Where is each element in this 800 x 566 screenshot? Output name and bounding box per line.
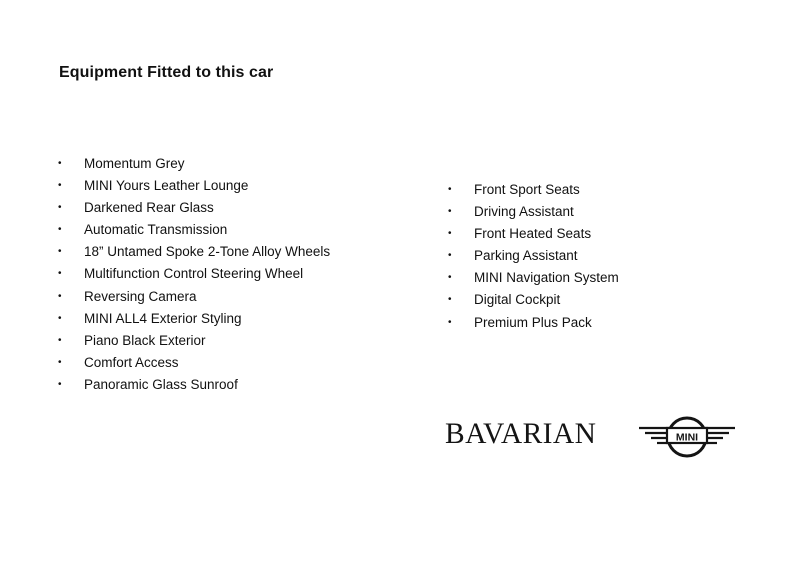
bullet-icon: •: [448, 228, 452, 240]
list-item-label: Panoramic Glass Sunroof: [84, 376, 238, 392]
bullet-icon: •: [448, 184, 452, 195]
mini-logo-icon: [637, 414, 737, 460]
bullet-icon: •: [58, 224, 62, 236]
bullet-icon: •: [448, 272, 452, 284]
list-item: [58, 374, 330, 396]
bullet-icon: •: [58, 378, 62, 390]
list-item: [58, 352, 330, 374]
list-item: [58, 175, 330, 197]
page-title: Equipment Fitted to this car: [59, 64, 274, 81]
list-item-label: Darkened Rear Glass: [84, 200, 214, 216]
list-item-label: Premium Plus Pack: [474, 314, 592, 330]
list-item: [58, 153, 330, 175]
list-item: [448, 289, 619, 311]
list-item-label: Digital Cockpit: [474, 292, 561, 308]
list-item: [448, 223, 619, 245]
bullet-icon: •: [58, 312, 62, 324]
bullet-icon: •: [58, 334, 62, 346]
bullet-icon: •: [58, 268, 62, 280]
list-item-label: Piano Black Exterior: [84, 332, 206, 348]
list-item-label: Momentum Grey: [84, 156, 185, 171]
list-item: [58, 286, 330, 308]
list-item-label: Comfort Access: [84, 354, 179, 370]
dealer-brand: [445, 412, 745, 462]
list-item: [58, 197, 330, 219]
list-item: [448, 201, 619, 223]
list-item: [448, 245, 619, 267]
bullet-icon: •: [58, 246, 62, 258]
list-item-label: Reversing Camera: [84, 288, 197, 304]
dealer-name: BAVARIAN: [445, 418, 597, 450]
bullet-icon: •: [448, 250, 452, 262]
list-item-label: Automatic Transmission: [84, 222, 228, 238]
bullet-icon: •: [58, 202, 62, 214]
mini-logo-text: MINI: [675, 431, 699, 444]
bullet-icon: •: [58, 290, 62, 302]
equipment-list-left: [58, 153, 331, 396]
bullet-icon: •: [58, 356, 62, 368]
bullet-icon: •: [448, 206, 452, 218]
bullet-icon: •: [58, 180, 62, 192]
list-item-label: MINI Yours Leather Lounge: [84, 178, 249, 194]
bullet-icon: •: [448, 294, 452, 306]
list-item-label: 18” Untamed Spoke 2-Tone Alloy Wheels: [84, 244, 331, 260]
list-item: [448, 179, 619, 201]
list-item: [58, 308, 330, 330]
list-item-label: Driving Assistant: [474, 204, 574, 220]
list-item-label: Front Sport Seats: [474, 182, 580, 197]
list-item: [448, 312, 619, 334]
list-item: [58, 241, 331, 263]
list-item-label: MINI ALL4 Exterior Styling: [84, 310, 242, 326]
list-item-label: Multifunction Control Steering Wheel: [84, 266, 304, 282]
list-item: [448, 267, 619, 289]
list-item: [58, 330, 330, 352]
list-item-label: Parking Assistant: [474, 248, 578, 264]
list-item: [58, 219, 330, 241]
list-item: [58, 263, 330, 285]
list-item-label: MINI Navigation System: [474, 270, 619, 286]
list-item-label: Front Heated Seats: [474, 226, 592, 242]
bullet-icon: •: [448, 316, 452, 328]
equipment-list-right: [448, 179, 619, 334]
bullet-icon: •: [58, 158, 62, 169]
